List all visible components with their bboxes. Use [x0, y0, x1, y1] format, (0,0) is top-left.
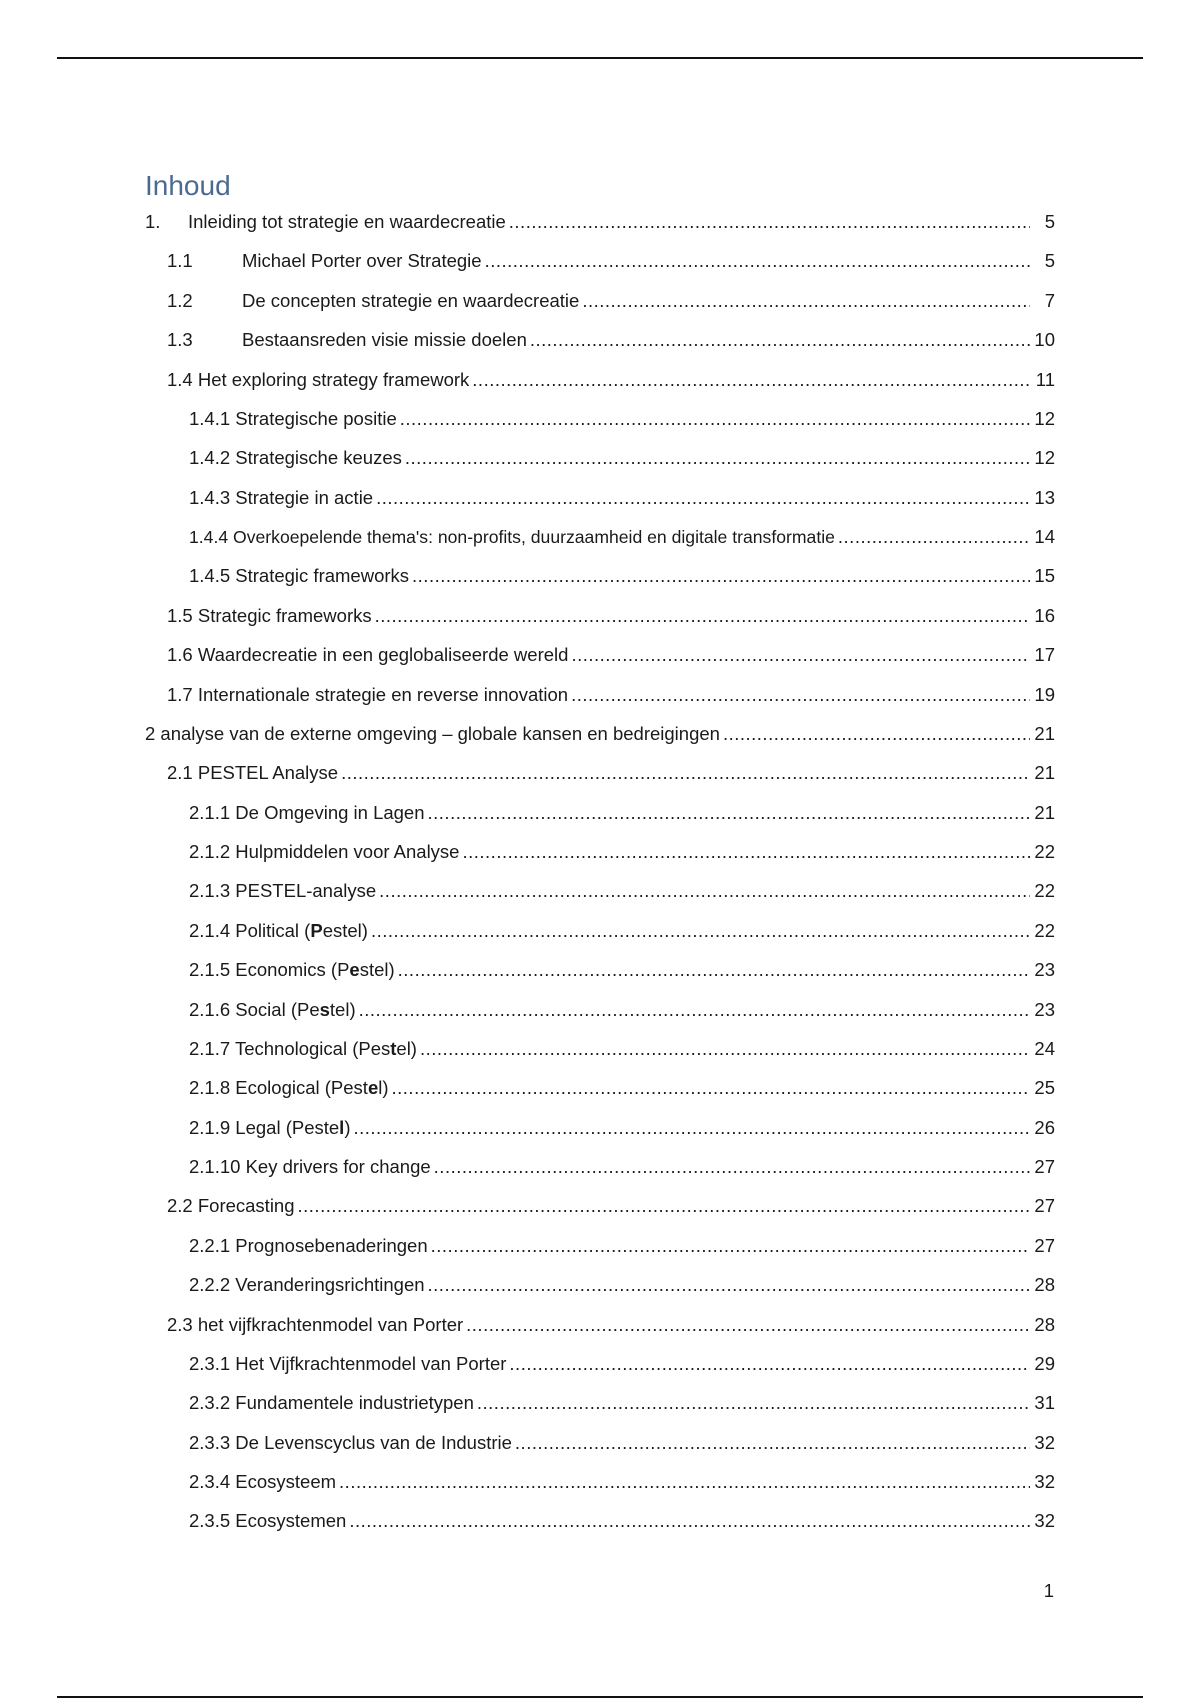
toc-entry-title: 2.1.3 PESTEL-analyse — [189, 880, 377, 902]
toc-entry-title: 1.4.3 Strategie in actie — [189, 486, 374, 508]
dot-leader — [398, 959, 1030, 981]
toc-heading: Inhoud — [145, 170, 231, 201]
toc-entry-page: 21 — [1034, 801, 1055, 823]
toc-entry[interactable] — [145, 1353, 1055, 1392]
toc-entry[interactable] — [145, 841, 1055, 880]
table-of-contents — [145, 211, 1055, 1550]
dot-leader — [341, 762, 1030, 784]
toc-entry-title: 2.3.3 De Levenscyclus van de Industrie — [189, 1431, 512, 1453]
toc-entry[interactable] — [145, 1235, 1055, 1274]
toc-entry-page: 5 — [1044, 250, 1055, 272]
dot-leader — [298, 1195, 1030, 1217]
dot-leader — [420, 1038, 1030, 1060]
toc-entry-title: 1.4.1 Strategische positie — [189, 407, 397, 429]
toc-entry[interactable] — [145, 447, 1055, 486]
dot-leader — [431, 1235, 1030, 1257]
toc-entry-title: 2.2 Forecasting — [167, 1195, 295, 1217]
toc-entry-page: 26 — [1034, 1116, 1055, 1138]
toc-entry[interactable] — [145, 605, 1055, 644]
toc-entry-title: 2.1.1 De Omgeving in Lagen — [189, 801, 425, 823]
toc-entry[interactable] — [145, 1195, 1055, 1234]
toc-entry[interactable] — [145, 762, 1055, 801]
toc-entry[interactable] — [145, 1156, 1055, 1195]
toc-entry-page: 23 — [1034, 959, 1055, 981]
toc-entry-number: 1.1 — [167, 250, 193, 272]
dot-leader — [509, 1353, 1030, 1375]
toc-entry[interactable] — [145, 526, 1055, 565]
toc-entry[interactable] — [145, 920, 1055, 959]
toc-entry-page: 28 — [1034, 1274, 1055, 1296]
toc-entry-page: 7 — [1044, 289, 1055, 311]
toc-entry[interactable] — [145, 723, 1055, 762]
toc-entry-title: De concepten strategie en waardecreatie — [242, 289, 580, 311]
toc-entry-number: 1.3 — [167, 329, 193, 351]
toc-entry[interactable] — [145, 1274, 1055, 1313]
dot-leader — [838, 526, 1030, 548]
toc-entry[interactable] — [145, 880, 1055, 919]
toc-entry-page: 14 — [1034, 526, 1055, 547]
toc-entry-page: 27 — [1034, 1234, 1055, 1256]
dot-leader — [371, 920, 1030, 942]
dot-leader — [428, 1274, 1030, 1296]
toc-entry-title: 2.1.5 Economics (Pestel) — [189, 959, 395, 981]
toc-entry-page: 17 — [1034, 644, 1055, 666]
toc-entry-page: 27 — [1034, 1195, 1055, 1217]
toc-entry-page: 13 — [1034, 486, 1055, 508]
toc-entry-page: 11 — [1035, 368, 1055, 390]
toc-entry-page: 32 — [1034, 1431, 1055, 1453]
toc-entry-title: 1.4.4 Overkoepelende thema's: non-profits, duurzaamheid en digitale transformatie — [189, 527, 835, 547]
toc-entry-title: 2.1.2 Hulpmiddelen voor Analyse — [189, 841, 460, 862]
toc-entry-title: 1.4 Het exploring strategy framework — [167, 368, 470, 390]
toc-entry-page: 32 — [1034, 1471, 1055, 1492]
page-number: 1 — [1043, 1580, 1054, 1601]
toc-entry[interactable] — [145, 1392, 1055, 1431]
toc-entry-page: 28 — [1034, 1313, 1055, 1335]
toc-entry[interactable] — [145, 290, 1055, 329]
toc-entry-page: 29 — [1034, 1352, 1055, 1374]
toc-entry[interactable] — [145, 802, 1055, 841]
toc-entry-page: 15 — [1034, 565, 1055, 587]
toc-entry-title: 1.6 Waardecreatie in een geglobaliseerde wereld — [167, 644, 569, 666]
toc-entry-title: 2.3.4 Ecosysteem — [189, 1471, 337, 1492]
toc-entry[interactable] — [145, 959, 1055, 998]
toc-entry-title: 2.1.8 Ecological (Pestel) — [189, 1077, 389, 1099]
toc-entry[interactable] — [145, 329, 1055, 368]
toc-entry-title: 1.7 Internationale strategie en reverse innovation — [167, 683, 569, 705]
dot-leader — [339, 1471, 1030, 1493]
toc-entry-page: 22 — [1034, 841, 1055, 862]
dot-leader — [400, 408, 1030, 430]
dot-leader — [485, 250, 1030, 272]
dot-leader — [509, 211, 1030, 233]
dot-leader — [571, 644, 1030, 666]
toc-entry[interactable] — [145, 369, 1055, 408]
toc-entry-page: 21 — [1034, 762, 1055, 784]
toc-entry[interactable] — [145, 1314, 1055, 1353]
toc-entry-title: Bestaansreden visie missie doelen — [242, 329, 527, 351]
toc-entry-page: 16 — [1034, 604, 1055, 626]
dot-leader — [349, 1510, 1030, 1532]
toc-entry-title: Inleiding tot strategie en waardecreatie — [188, 211, 506, 232]
toc-entry-page: 5 — [1044, 211, 1055, 232]
toc-entry-page: 24 — [1034, 1037, 1055, 1059]
dot-leader — [375, 605, 1030, 627]
toc-entry-title: 2.1.4 Political (Pestel) — [189, 919, 368, 941]
dot-leader — [376, 487, 1030, 509]
toc-entry-page: 12 — [1034, 407, 1055, 429]
toc-entry-title: 1.5 Strategic frameworks — [167, 604, 372, 626]
toc-entry[interactable] — [145, 999, 1055, 1038]
toc-entry-title: 2.3.5 Ecosystemen — [189, 1510, 347, 1532]
toc-entry[interactable] — [145, 487, 1055, 526]
toc-entry[interactable] — [145, 408, 1055, 447]
dot-leader — [477, 1392, 1030, 1414]
toc-entry-title: 2.3.2 Fundamentele industrietypen — [189, 1392, 474, 1414]
toc-entry-title: 2.3 het vijfkrachtenmodel van Porter — [167, 1313, 464, 1335]
toc-entry[interactable] — [145, 644, 1055, 683]
toc-entry-title: 2.2.1 Prognosebenaderingen — [189, 1234, 428, 1256]
dot-leader — [472, 369, 1030, 391]
toc-entry-page: 32 — [1034, 1510, 1055, 1532]
toc-entry[interactable] — [145, 1077, 1055, 1116]
toc-entry-page: 25 — [1034, 1077, 1055, 1099]
toc-entry-title: 2.3.1 Het Vijfkrachtenmodel van Porter — [189, 1352, 507, 1374]
toc-entry-title: 1.4.2 Strategische keuzes — [189, 447, 402, 469]
dot-leader — [515, 1432, 1030, 1454]
toc-entry-title: 1.4.5 Strategic frameworks — [189, 565, 410, 587]
toc-entry[interactable] — [145, 1432, 1055, 1471]
header-rule — [57, 57, 1143, 59]
toc-entry[interactable] — [145, 211, 1055, 250]
dot-leader — [405, 447, 1030, 469]
toc-entry-number: 1. — [145, 211, 161, 232]
toc-entry-title: 2.1.6 Social (Pestel) — [189, 998, 356, 1020]
toc-entry-title: 2.1.10 Key drivers for change — [189, 1156, 431, 1177]
toc-entry-page: 12 — [1034, 447, 1055, 469]
dot-leader — [434, 1156, 1030, 1178]
dot-leader — [428, 802, 1030, 824]
dot-leader — [353, 1117, 1030, 1139]
toc-entry[interactable] — [145, 1038, 1055, 1077]
toc-entry[interactable] — [145, 565, 1055, 604]
dot-leader — [582, 290, 1030, 312]
toc-entry-page: 27 — [1034, 1156, 1055, 1177]
toc-entry-number: 1.2 — [167, 289, 193, 311]
toc-entry-page: 22 — [1034, 919, 1055, 941]
footer-rule — [57, 1696, 1143, 1698]
dot-leader — [359, 999, 1030, 1021]
dot-leader — [466, 1314, 1030, 1336]
dot-leader — [392, 1077, 1030, 1099]
toc-entry[interactable] — [145, 684, 1055, 723]
toc-entry-title: 2.1.9 Legal (Pestel) — [189, 1116, 351, 1138]
toc-entry-page: 10 — [1034, 329, 1055, 351]
toc-entry-page: 23 — [1034, 998, 1055, 1020]
dot-leader — [571, 684, 1030, 706]
toc-entry[interactable] — [145, 250, 1055, 289]
toc-entry-title: 2.1 PESTEL Analyse — [167, 762, 339, 784]
dot-leader — [723, 723, 1030, 745]
toc-entry-page: 22 — [1034, 880, 1055, 902]
toc-entry-page: 31 — [1034, 1392, 1055, 1414]
toc-entry-title: 2.2.2 Veranderingsrichtingen — [189, 1274, 425, 1296]
toc-entry-page: 19 — [1034, 683, 1055, 705]
toc-entry-title: 2 analyse van de externe omgeving – globale kansen en bedreigingen — [145, 722, 720, 744]
toc-entry[interactable] — [145, 1471, 1055, 1510]
dot-leader — [379, 880, 1030, 902]
toc-entry-title: 2.1.7 Technological (Pestel) — [189, 1037, 417, 1059]
dot-leader — [462, 841, 1030, 863]
toc-entry[interactable] — [145, 1510, 1055, 1549]
toc-entry-page: 21 — [1034, 722, 1055, 744]
toc-entry-title: Michael Porter over Strategie — [242, 250, 482, 272]
toc-entry[interactable] — [145, 1117, 1055, 1156]
dot-leader — [530, 329, 1030, 351]
dot-leader — [412, 565, 1030, 587]
